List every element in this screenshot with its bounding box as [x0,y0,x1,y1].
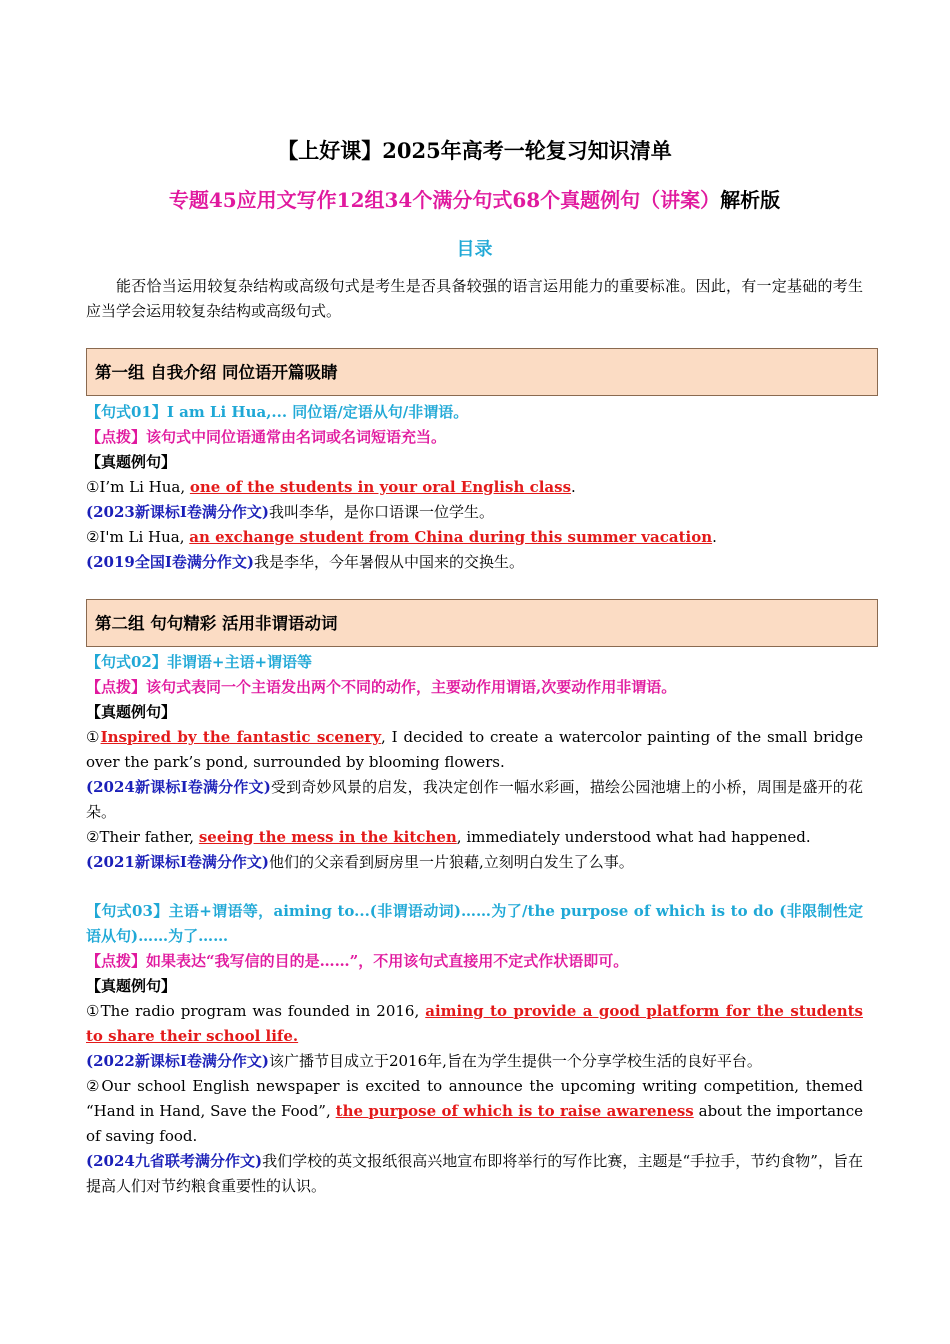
translation-text: 受到奇妙风景的启发，我决定创作一幅水彩画，描绘公园池塘上的小桥，周围是盛开的花朵。 [86,778,863,821]
example-sentence [86,825,863,850]
group-1-heading: 第一组 自我介绍 同位语开篇吸睛 [86,348,878,396]
document-title: 【上好课】2025年高考一轮复习知识清单 [277,138,672,163]
example-text: , immediately understood what had happened. [456,828,811,846]
tip-03: 【点拨】如果表达“我写信的目的是……”，不用该句式直接用不定式作状语即可。 [86,952,629,970]
example-source: (2024九省联考满分作文) [86,1152,263,1170]
example-highlight: one of the students in your oral English class [189,478,572,496]
example-sentence [86,475,863,500]
pattern-02: 【句式02】非谓语+主语+谓语等 [86,653,313,671]
example-text: . [571,478,576,496]
document-subtitle [86,185,863,215]
example-source: (2024新课标I卷满分作文) [86,778,271,796]
example-highlight: Inspired by the fantastic scenery [100,728,382,746]
example-translation [86,500,863,525]
example-text: about the importance of saving food. [86,1102,863,1145]
examples-label-01: 【真题例句】 [86,453,177,471]
translation-text: 他们的父亲看到厨房里一片狼藉,立刻明白发生了么事。 [268,853,634,871]
examples-label-02: 【真题例句】 [86,703,177,721]
example-source: (2019全国I卷满分作文) [86,553,254,571]
example-translation [86,1149,863,1199]
example-source: (2021新课标I卷满分作文) [86,853,269,871]
example-highlight: aiming to provide a good platform for the students to share their school life. [86,1002,863,1045]
example-highlight: seeing the mess in the kitchen [198,828,457,846]
intro-paragraph: 能否恰当运用较复杂结构或高级句式是考生是否具备较强的语言运用能力的重要标准。因此，有一定基础的考生应当学会运用较复杂结构或高级句式。 [86,277,863,320]
toc-heading[interactable]: 目录 [456,239,493,260]
example-translation [86,1049,863,1074]
example-source: (2023新课标I卷满分作文) [86,503,269,521]
subtitle-tail: 解析版 [720,188,781,212]
example-text: ① [86,728,101,746]
pattern-01: 【句式01】I am Li Hua,... 同位语/定语从句/非谓语。 [86,403,469,421]
example-text: ①I’m Li Hua, [86,478,190,496]
example-text: ②I'm Li Hua, [86,528,190,546]
translation-text: 我叫李华，是你口语课一位学生。 [268,503,494,521]
example-text: ①The radio program was founded in 2016, [86,1002,426,1020]
example-sentence [86,1074,863,1149]
pattern-03: 【句式03】主语+谓语等，aiming to...(非谓语动词)……为了/the purpose of which is to do (非限制性定语从句)……为了…… [86,902,863,945]
example-text: . [712,528,717,546]
example-text: ②Their father, [86,828,199,846]
translation-text: 我是李华，今年暑假从中国来的交换生。 [253,553,524,571]
example-translation [86,775,863,825]
example-translation [86,550,863,575]
pattern-03-content [86,899,863,1199]
tip-01: 【点拨】该句式中同位语通常由名词或名词短语充当。 [86,428,447,446]
group-1-content [86,400,863,575]
example-highlight: an exchange student from China during this summer vacation [189,528,713,546]
group-2-heading: 第二组 句句精彩 活用非谓语动词 [86,599,878,647]
example-text: , I decided to create a watercolor painting of the small bridge over the park’s pond, surrounded by blooming flowers. [86,728,863,771]
examples-label-03: 【真题例句】 [86,977,177,995]
example-source: (2022新课标I卷满分作文) [86,1052,269,1070]
example-sentence [86,525,863,550]
example-sentence [86,999,863,1049]
subtitle-colored: 专题45应用文写作12组34个满分句式68个真题例句（讲案） [168,188,721,212]
example-text: ②Our school English newspaper is excited to announce the upcoming writing competition, themed “Hand in Hand, Save the Food”, [86,1077,863,1120]
group-2-content [86,650,863,875]
example-highlight: the purpose of which is to raise awareness [335,1102,694,1120]
translation-text: 我们学校的英文报纸很高兴地宣布即将举行的写作比赛，主题是“手拉手，节约食物”，旨在提高人们对节约粮食重要性的认识。 [86,1152,863,1195]
translation-text: 该广播节目成立于2016年,旨在为学生提供一个分享学校生活的良好平台。 [268,1052,762,1070]
example-translation [86,850,863,875]
example-sentence [86,725,863,775]
tip-02: 【点拨】该句式表同一个主语发出两个不同的动作，主要动作用谓语,次要动作用非谓语。 [86,678,677,696]
